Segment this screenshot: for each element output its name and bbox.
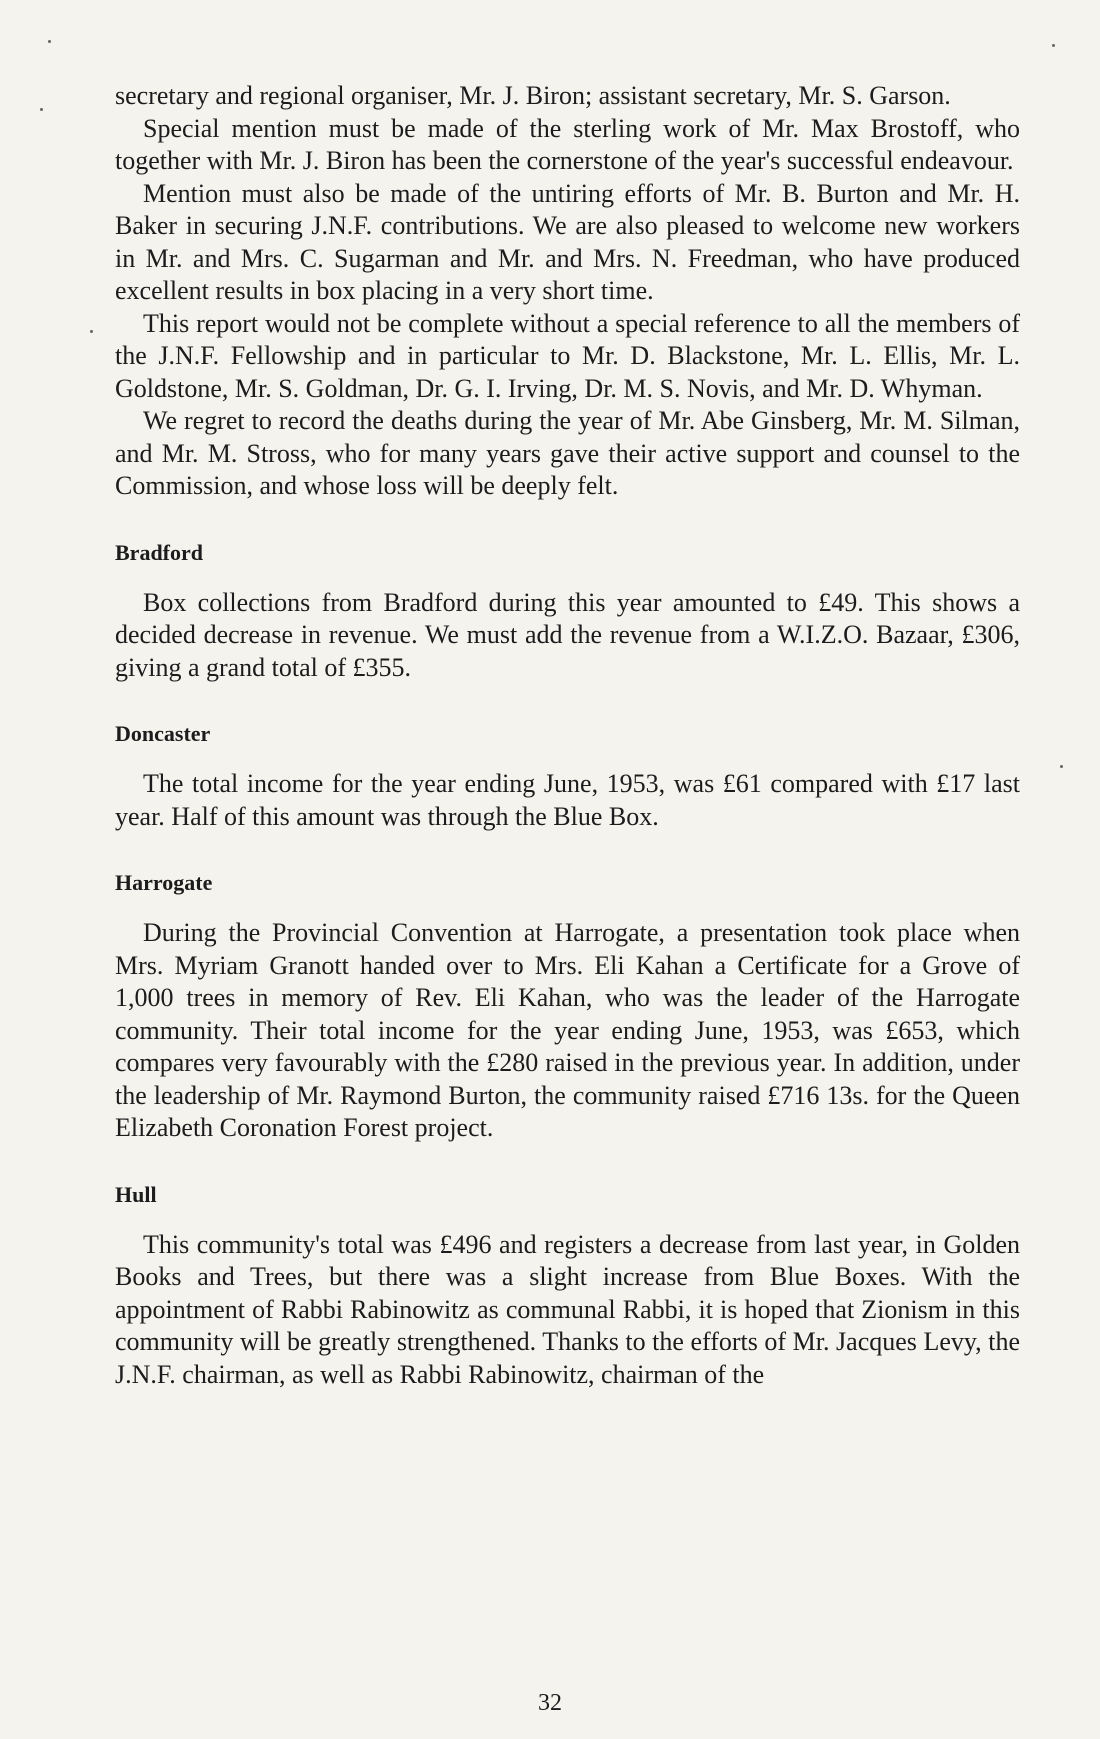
scan-speck: [1060, 765, 1063, 768]
section-bradford: [115, 539, 1020, 685]
section-heading: Harrogate: [115, 870, 213, 895]
section-text: During the Provincial Convention at Harrogate, a presentation took place when Mrs. Myriam Granott handed over to Mrs. Eli Kahan a Certificate for a Grove of 1,000 trees in memory of Rev. Eli Kahan, who was the leader of the Harrogate community. Their total income for the year ending June, 1953, was £653, which compares very favourably with the £280 raised in the previous year. In addition, under the leadership of Mr. Raymond Burton, the community raised £716 13s. for the Queen Elizabeth Coronation Forest project.: [115, 918, 1020, 1142]
scan-speck: [48, 40, 51, 43]
intro-paragraph: Special mention must be made of the sterling work of Mr. Max Brostoff, who together with Mr. J. Biron has been the cornerstone of the year's successful endeavour.: [115, 113, 1020, 175]
section-hull: [115, 1181, 1020, 1392]
section-harrogate: [115, 869, 1020, 1145]
section-heading: Bradford: [115, 539, 203, 565]
section-text: This community's total was £496 and registers a decrease from last year, in Golden Books and Trees, but there was a slight increase from Blue Boxes. With the appointment of Rabbi Rabinowitz as communal Rabbi, it is hoped that Zionism in this community will be greatly strengthened. Thanks to the efforts of Mr. Jacques Levy, the J.N.F. chairman, as well as Rabbi Rabinowitz, chairman of the: [115, 1229, 1020, 1389]
section-doncaster: [115, 720, 1020, 833]
intro-paragraph: We regret to record the deaths during the year of Mr. Abe Ginsberg, Mr. M. Silman, and Mr. M. Stross, who for many years gave their active support and counsel to the Commission, and whose loss will be deeply felt.: [115, 406, 1020, 500]
page-number: 32: [538, 1690, 562, 1716]
intro-paragraph: This report would not be complete without a special reference to all the members of the J.N.F. Fellowship and in particular to Mr. D. Blackstone, Mr. L. Ellis, Mr. L. Goldstone, Mr. S. Goldman, Dr. G. I. Irving, Dr. M. S. Novis, and Mr. D. Whyman.: [115, 308, 1020, 403]
section-heading: Doncaster: [115, 721, 211, 746]
section-heading: Hull: [115, 1181, 157, 1207]
page-body: [115, 80, 1020, 1391]
section-text: Box collections from Bradford during this year amounted to £49. This shows a decided decrease in revenue. We must add the revenue from a W.I.Z.O. Bazaar, £306, giving a grand total of £355.: [115, 587, 1020, 682]
section-text: The total income for the year ending June, 1953, was £61 compared with £17 last year. Half of this amount was through the Blue Box.: [115, 769, 1020, 831]
scan-speck: [40, 108, 43, 111]
scan-speck: [1052, 44, 1055, 47]
intro-paragraph: secretary and regional organiser, Mr. J. Biron; assistant secretary, Mr. S. Garson.: [115, 81, 951, 110]
intro-paragraph: Mention must also be made of the untiring efforts of Mr. B. Burton and Mr. H. Baker in securing J.N.F. contributions. We are also pleased to welcome new workers in Mr. and Mrs. C. Sugarman and Mr. and Mrs. N. Freedman, who have produced excellent results in box placing in a very short time.: [115, 178, 1020, 305]
scan-speck: [90, 330, 93, 333]
